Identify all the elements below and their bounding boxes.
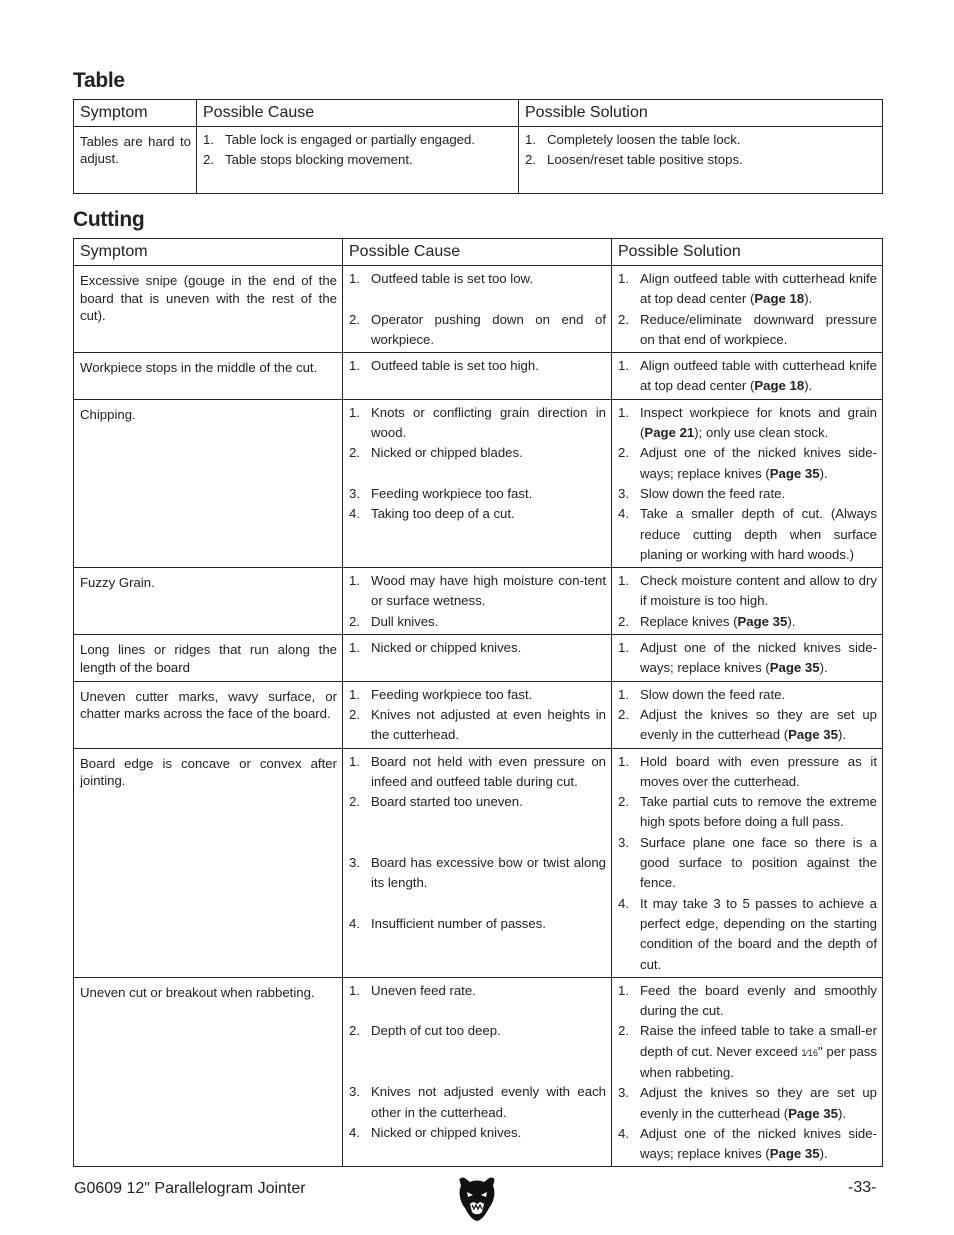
table-row (74, 399, 883, 567)
solution-item (618, 310, 877, 351)
cause-item (349, 484, 606, 504)
cause-list (203, 130, 513, 170)
page-reference: Page 18 (754, 291, 805, 307)
symptom-cell: Fuzzy Grain. (74, 568, 343, 635)
cause-cell (343, 353, 612, 400)
item-number: 2. (349, 794, 360, 810)
item-text (371, 403, 606, 444)
solution-cell (612, 568, 883, 635)
item-number: 1. (618, 358, 629, 374)
symptom-cell: Chipping. (74, 399, 343, 567)
solution-item (618, 638, 877, 679)
item-number: 3. (349, 485, 360, 501)
item-number: 2. (618, 1023, 629, 1039)
item-text-part: Adjust one of the nicked knives side-ways; replace knives ( (640, 1125, 877, 1162)
item-number: 2. (525, 152, 536, 167)
table-row (74, 681, 883, 748)
item-text (371, 1082, 606, 1123)
item-text (371, 981, 606, 1022)
item-number: 4. (618, 1125, 629, 1141)
item-text (640, 833, 877, 894)
cause-cell (343, 635, 612, 682)
item-text (371, 571, 606, 612)
header-possible-solution: Possible Solution (519, 100, 883, 127)
item-text-part: ). (787, 613, 796, 629)
item-number: 3. (618, 485, 629, 501)
symptom-cell: Excessive snipe (gouge in the end of the board that is uneven with the rest of the cut). (74, 266, 343, 353)
cause-item (349, 403, 606, 444)
item-text (371, 1021, 606, 1082)
cause-item (203, 130, 513, 150)
cause-list (349, 356, 606, 376)
solution-item (618, 981, 877, 1022)
cause-item (349, 752, 606, 793)
item-text (371, 612, 606, 632)
item-number: 1. (618, 271, 629, 286)
table-row (74, 977, 883, 1167)
item-text (640, 894, 877, 975)
item-number: 2. (618, 445, 629, 461)
page-reference: Page 35 (769, 465, 820, 481)
cause-item (349, 1021, 606, 1082)
item-text-part: Adjust one of the nicked knives side-ways; replace knives ( (640, 445, 877, 481)
solution-item (618, 443, 877, 484)
item-text (371, 705, 606, 746)
item-text (640, 1021, 877, 1083)
item-text (371, 638, 606, 658)
item-text-part: Taking too deep of a cut. (371, 506, 515, 522)
cause-cell (343, 977, 612, 1167)
item-number: 1. (349, 358, 360, 374)
item-text (640, 981, 877, 1022)
item-text (225, 150, 513, 170)
item-text (640, 443, 877, 484)
item-number: 1. (618, 404, 629, 420)
section-title-table: Table (73, 69, 125, 92)
cause-item (349, 638, 606, 658)
item-text-part: Slow down the feed rate. (640, 485, 786, 501)
item-number: 1. (349, 982, 360, 998)
item-text-part: ). (819, 465, 828, 481)
item-text (225, 130, 513, 150)
fraction: 1⁄16 (801, 1047, 818, 1058)
item-text-part: Reduce/eliminate downward pressure on that end of workpiece. (640, 311, 877, 347)
cause-item (349, 1123, 606, 1143)
cause-list (349, 571, 606, 632)
item-text (640, 685, 877, 705)
item-text-part: ). (837, 1105, 847, 1121)
solution-item (525, 150, 877, 170)
item-text (371, 685, 606, 705)
item-number: 4. (349, 915, 360, 931)
item-text (371, 310, 606, 351)
item-number: 2. (349, 613, 360, 629)
item-text (640, 356, 877, 397)
item-text (640, 705, 877, 746)
item-text (371, 792, 606, 853)
cause-cell (343, 681, 612, 748)
item-text (371, 752, 606, 793)
cutting-troubleshooting-table (73, 238, 883, 1167)
item-text-part: Knives not adjusted evenly with each other in the cutterhead. (371, 1084, 606, 1120)
solution-item (618, 504, 877, 565)
item-number: 2. (349, 706, 360, 722)
page-reference: Page 18 (754, 378, 805, 394)
item-number: 4. (349, 506, 360, 522)
item-text-part: Loosen/reset table positive stops. (547, 152, 743, 167)
solution-cell (519, 127, 883, 194)
item-text (640, 403, 877, 444)
cause-list (349, 752, 606, 935)
cause-list (349, 403, 606, 525)
item-text-part: Hold board with even pressure as it moves over the cutterhead. (640, 753, 877, 789)
item-text-part: Feed the board evenly and smoothly during the cut. (640, 982, 877, 1019)
item-text-part: Table stops blocking movement. (225, 152, 413, 167)
item-text-part: ). (819, 1146, 828, 1162)
symptom-cell: Long lines or ridges that run along the length of the board (74, 635, 343, 682)
item-text (371, 356, 606, 376)
page-number: -33- (848, 1179, 877, 1196)
cause-cell (343, 399, 612, 567)
table-row (74, 127, 883, 194)
item-text-part: Board has excessive bow or twist along its length. (371, 855, 606, 891)
item-text-part: ). (804, 378, 813, 394)
item-text-part: Nicked or chipped knives. (371, 640, 522, 656)
item-number: 1. (618, 753, 629, 769)
item-number: 3. (349, 1084, 360, 1100)
cause-list (349, 685, 606, 746)
solution-list (618, 685, 877, 746)
item-text (371, 1123, 606, 1143)
symptom-cell: Uneven cut or breakout when rabbeting. (74, 977, 343, 1167)
item-number: 1. (203, 132, 214, 147)
solution-item (618, 1021, 877, 1083)
solution-cell (612, 681, 883, 748)
cause-list (349, 981, 606, 1143)
table-row (74, 568, 883, 635)
item-number: 1. (349, 640, 360, 656)
table-row (74, 353, 883, 400)
header-symptom: Symptom (74, 239, 343, 266)
item-number: 1. (349, 753, 360, 769)
item-text-part: Raise the infeed table to take a small-er depth of cut. Never exceed (640, 1023, 877, 1059)
solution-list (618, 269, 877, 350)
solution-item (618, 752, 877, 793)
solution-list (618, 403, 877, 565)
item-number: 1. (349, 271, 360, 286)
solution-item (618, 705, 877, 746)
solution-item (618, 685, 877, 705)
cause-item (349, 705, 606, 746)
item-number: 2. (349, 311, 360, 327)
solution-cell (612, 977, 883, 1167)
item-text-part: Outfeed table is set too low. (371, 271, 534, 286)
solution-cell (612, 353, 883, 400)
header-possible-cause: Possible Cause (343, 239, 612, 266)
cause-item (349, 792, 606, 853)
cause-item (203, 150, 513, 170)
solution-item (618, 792, 877, 833)
item-text-part: ). (819, 660, 828, 676)
cause-list (349, 638, 606, 658)
cause-item (349, 914, 606, 934)
cause-item (349, 853, 606, 914)
solution-list (618, 571, 877, 632)
item-text-part: Insufficient number of passes. (371, 915, 546, 931)
item-text (371, 504, 606, 524)
item-text-part: Check moisture content and allow to dry if moisture is too high. (640, 573, 877, 609)
item-number: 1. (618, 982, 629, 998)
solution-item (618, 1124, 877, 1165)
item-text-part: Slow down the feed rate. (640, 686, 786, 702)
item-number: 4. (618, 506, 629, 522)
item-number: 1. (525, 132, 536, 147)
item-number: 4. (618, 895, 629, 911)
item-text (640, 1124, 877, 1165)
solution-item (525, 130, 877, 150)
item-text-part: Board started too uneven. (371, 794, 523, 810)
solution-item (618, 356, 877, 397)
item-number: 2. (203, 152, 214, 167)
item-text-part: Replace knives ( (640, 613, 738, 629)
item-number: 2. (349, 1023, 360, 1039)
item-number: 3. (349, 855, 360, 871)
cause-item (349, 612, 606, 632)
item-text-part: Nicked or chipped knives. (371, 1124, 522, 1140)
solution-item (618, 894, 877, 975)
item-text-part: Feeding workpiece too fast. (371, 485, 533, 501)
solution-cell (612, 635, 883, 682)
symptom-cell: Workpiece stops in the middle of the cut. (74, 353, 343, 400)
solution-cell (612, 266, 883, 353)
cause-cell (343, 568, 612, 635)
solution-item (618, 403, 877, 444)
solution-item (618, 269, 877, 310)
solution-item (618, 571, 877, 612)
solution-item (618, 612, 877, 632)
item-text-part: Adjust the knives so they are set up evenly in the cutterhead ( (640, 1085, 877, 1121)
item-text-part: Surface plane one face so there is a good surface to position against the fence. (640, 834, 877, 891)
cause-item (349, 356, 606, 376)
item-text (371, 914, 606, 934)
item-text-part: Outfeed table is set too high. (371, 358, 539, 374)
item-text-part: It may take 3 to 5 passes to achieve a perfect edge, depending on the starting condition of the board and the depth of cut. (640, 895, 877, 972)
cause-item (349, 981, 606, 1022)
item-text (640, 792, 877, 833)
header-possible-cause: Possible Cause (197, 100, 519, 127)
item-text (640, 638, 877, 679)
item-text (640, 504, 877, 565)
item-number: 2. (618, 311, 629, 327)
item-text (640, 1083, 877, 1124)
table-row (74, 635, 883, 682)
item-number: 1. (618, 573, 629, 589)
item-number: 1. (618, 686, 629, 702)
solution-list (525, 130, 877, 170)
item-text (547, 150, 877, 170)
item-text-part: Align outfeed table with cutterhead knife at top dead center ( (640, 358, 877, 394)
symptom-cell: Uneven cutter marks, wavy surface, or chatter marks across the face of the board. (74, 681, 343, 748)
table-troubleshooting-table (73, 99, 883, 194)
cause-item (349, 443, 606, 484)
item-text (640, 612, 877, 632)
item-text-part: Nicked or chipped blades. (371, 445, 523, 461)
item-text-part: Wood may have high moisture con-tent or surface wetness. (371, 573, 606, 609)
page-reference: Page 35 (769, 660, 820, 676)
page-reference: Page 35 (788, 1105, 838, 1121)
item-text-part: Inspect workpiece for knots and grain ( (640, 404, 877, 441)
item-number: 2. (349, 445, 360, 461)
item-text (371, 853, 606, 914)
solution-cell (612, 748, 883, 977)
item-text (640, 269, 877, 310)
item-text (640, 752, 877, 793)
solution-item (618, 833, 877, 894)
item-number: 2. (618, 613, 629, 629)
page-reference: Page 35 (788, 727, 838, 743)
item-text-part: Completely loosen the table lock. (547, 132, 741, 147)
symptom-cell: Board edge is concave or convex after jointing. (74, 748, 343, 977)
symptom-cell: Tables are hard to adjust. (74, 127, 197, 194)
page-reference: Page 35 (769, 1146, 820, 1162)
item-text (371, 484, 606, 504)
item-text (371, 443, 606, 484)
table-row (74, 748, 883, 977)
item-text-part: Knots or conflicting grain direction in wood. (371, 404, 606, 441)
cause-cell (343, 748, 612, 977)
item-text-part: Adjust one of the nicked knives side-ways; replace knives ( (640, 640, 877, 676)
solution-list (618, 638, 877, 679)
cause-item (349, 504, 606, 524)
item-number: 4. (349, 1124, 360, 1140)
item-text (640, 310, 877, 351)
cause-item (349, 571, 606, 612)
item-number: 1. (349, 404, 360, 420)
cause-cell (343, 266, 612, 353)
header-possible-solution: Possible Solution (612, 239, 883, 266)
item-text-part: Depth of cut too deep. (371, 1023, 501, 1039)
item-text-part: ); only use clean stock. (694, 425, 829, 441)
page-reference: Page 35 (737, 613, 788, 629)
solution-item (618, 484, 877, 504)
item-number: 1. (349, 573, 360, 589)
item-text-part: ). (804, 291, 813, 307)
item-text-part: Uneven feed rate. (371, 982, 476, 998)
solution-list (618, 356, 877, 397)
cause-item (349, 269, 606, 310)
item-number: 2. (618, 794, 629, 810)
item-text-part: Table lock is engaged or partially engaged. (225, 132, 475, 147)
solution-list (618, 752, 877, 975)
item-text-part: Take partial cuts to remove the extreme high spots before doing a full pass. (640, 794, 877, 830)
item-text (640, 484, 877, 504)
cause-item (349, 1082, 606, 1123)
cause-cell (197, 127, 519, 194)
item-text (640, 571, 877, 612)
section-title-cutting: Cutting (73, 208, 145, 231)
item-number: 2. (618, 706, 629, 722)
item-number: 3. (618, 1085, 629, 1101)
header-symptom: Symptom (74, 100, 197, 127)
item-text-part: Board not held with even pressure on infeed and outfeed table during cut. (371, 753, 606, 789)
solution-cell (612, 399, 883, 567)
cause-list (349, 269, 606, 350)
item-number: 1. (618, 640, 629, 656)
item-number: 1. (349, 686, 360, 702)
solution-item (618, 1083, 877, 1124)
item-number: 3. (618, 834, 629, 850)
solution-list (618, 981, 877, 1165)
footer-model-title: G0609 12" Parallelogram Jointer (74, 1180, 306, 1197)
grizzly-bear-logo-icon (456, 1176, 498, 1222)
item-text-part: ). (837, 727, 847, 743)
cause-item (349, 310, 606, 351)
cause-item (349, 685, 606, 705)
item-text-part: " per pass when rabbeting. (640, 1043, 877, 1080)
table-row (74, 266, 883, 353)
item-text-part: Take a smaller depth of cut. (Always reduce cutting depth when surface planing or working with hard woods.) (640, 506, 877, 562)
item-text-part: Align outfeed table with cutterhead knife at top dead center ( (640, 271, 877, 307)
item-text-part: Adjust the knives so they are set up evenly in the cutterhead ( (640, 706, 877, 743)
item-text-part: Operator pushing down on end of workpiece. (371, 311, 606, 347)
item-text (371, 269, 606, 310)
item-text-part: Feeding workpiece too fast. (371, 686, 533, 702)
page-reference: Page 21 (644, 425, 695, 441)
item-text-part: Knives not adjusted at even heights in the cutterhead. (371, 706, 606, 743)
item-text (547, 130, 877, 150)
item-text-part: Dull knives. (371, 613, 439, 629)
